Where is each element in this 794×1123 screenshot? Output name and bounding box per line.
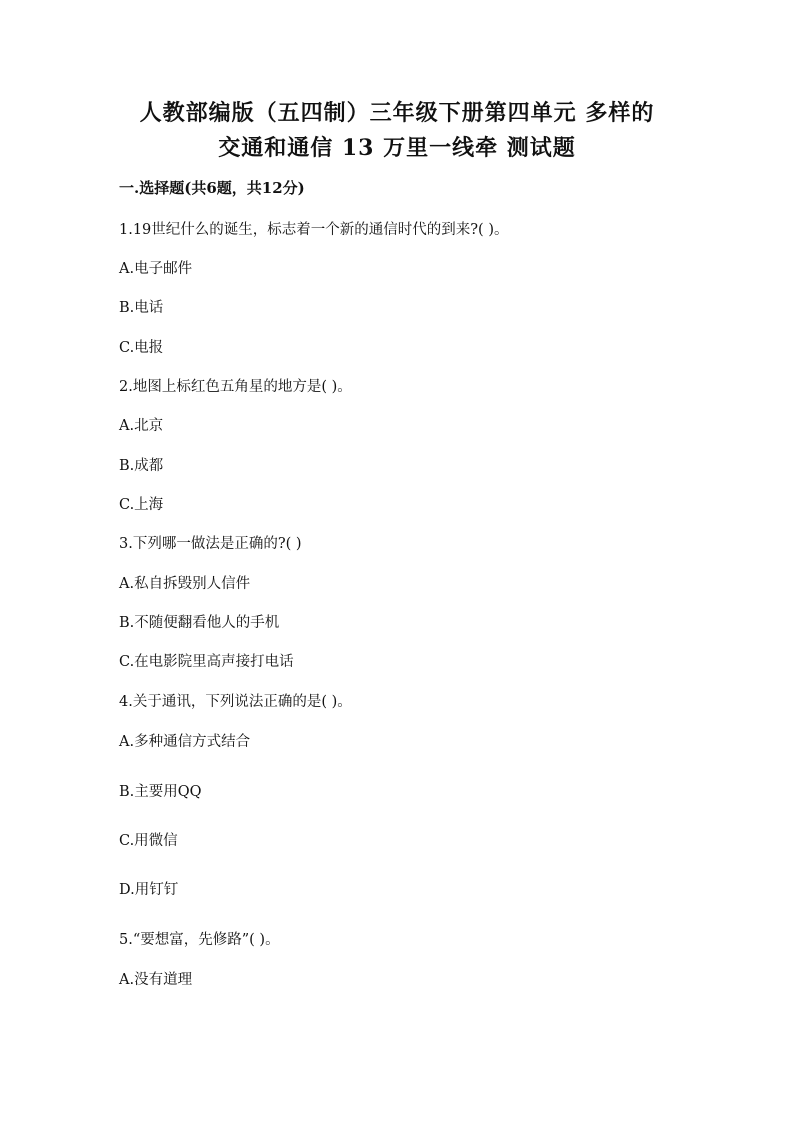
question-4-stem: 4.关于通讯，下列说法正确的是( )。 — [119, 694, 352, 710]
question-3-option-c: C.在电影院里高声接打电话 — [119, 654, 294, 670]
question-3-option-a: A.私自拆毁别人信件 — [119, 576, 251, 592]
document-title-line-1: 人教部编版（五四制）三年级下册第四单元 多样的 — [139, 100, 655, 126]
section-heading: 一.选择题(共6题，共12分) — [119, 179, 305, 197]
question-4-option-b: B.主要用QQ — [119, 784, 202, 800]
question-4-option-a: A.多种通信方式结合 — [119, 734, 251, 750]
question-1-option-b: B.电话 — [119, 300, 164, 316]
question-4-option-c: C.用微信 — [119, 833, 178, 849]
question-1-option-a: A.电子邮件 — [119, 261, 193, 277]
question-4-option-d: D.用钉钉 — [119, 882, 179, 898]
question-5-stem: 5.“要想富，先修路”( )。 — [119, 932, 280, 948]
question-5-option-a: A.没有道理 — [119, 972, 193, 988]
question-1-option-c: C.电报 — [119, 340, 164, 356]
question-1-stem: 1.19世纪什么的诞生，标志着一个新的通信时代的到来?( )。 — [119, 222, 509, 238]
question-3-option-b: B.不随便翻看他人的手机 — [119, 615, 280, 631]
question-2-option-c: C.上海 — [119, 497, 164, 513]
question-2-stem: 2.地图上标红色五角星的地方是( )。 — [119, 379, 352, 395]
question-2-option-a: A.北京 — [119, 418, 164, 434]
question-2-option-b: B.成都 — [119, 458, 164, 474]
question-3-stem: 3.下列哪一做法是正确的?( ) — [119, 536, 302, 552]
document-title-line-2: 交通和通信 13 万里一线牵 测试题 — [218, 135, 576, 161]
